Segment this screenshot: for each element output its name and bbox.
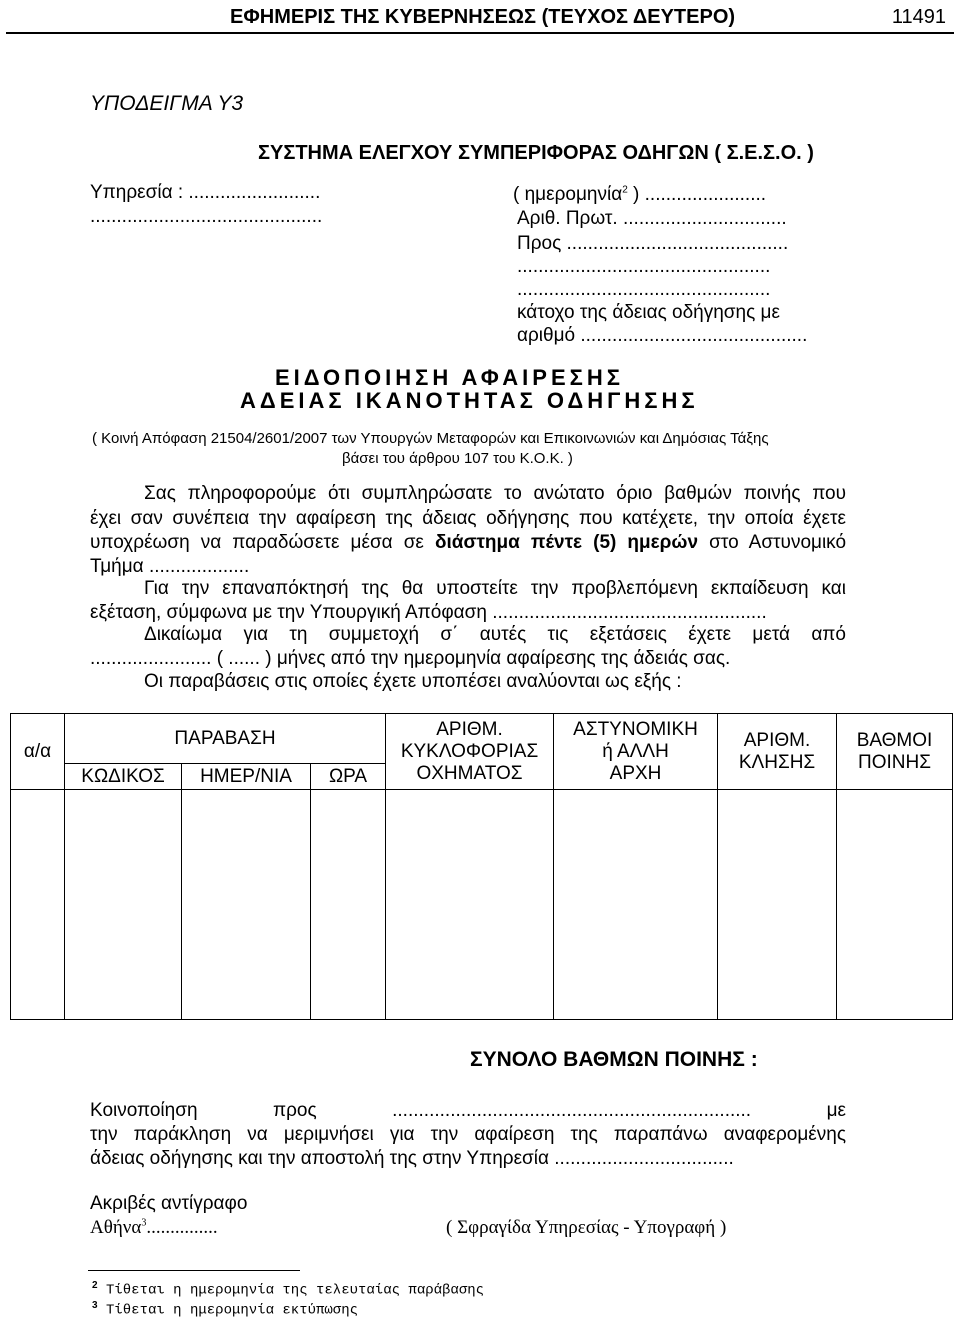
cell-code <box>65 790 182 1020</box>
date-field: ( ημερομηνία$^2$ ) ....................... <box>513 184 767 205</box>
recipient-dots-2: ................................................ <box>517 279 771 300</box>
header-aa: α/α <box>11 714 65 790</box>
table-header-row-1 <box>11 714 953 764</box>
total-points-label: ΣΥΝΟΛΟ ΒΑΘΜΩΝ ΠΟΙΝΗΣ : <box>470 1048 758 1071</box>
cell-authority <box>554 790 718 1020</box>
para-1-line-4: Τμήμα ................... <box>90 556 250 577</box>
license-number-field: αριθμό ........................................... <box>517 325 808 346</box>
notify-line-1: Κοινοποίηση προς .................................................................... με <box>90 1100 846 1121</box>
header-time: ΩΡΑ <box>311 764 386 790</box>
notify-line-3: άδειας οδήγησης και την αποστολή της στην Υπηρεσία .................................. <box>90 1148 734 1169</box>
header-vehicle: ΑΡΙΘΜ. ΚΥΚΛΟΦΟΡΙΑΣ ΟΧΗΜΑΤΟΣ <box>386 714 554 790</box>
notify-line-2: την παράκληση να μεριμνήσει για την αφαίρεση της παραπάνω αναφερομένης <box>90 1124 846 1145</box>
para-3-line-1: Δικαίωμα για τη συμμετοχή σ΄ αυτές τις εξετάσεις έχετε μετά από <box>144 624 846 645</box>
para-1-line-1: Σας πληροφορούμε ότι συμπληρώσατε το ανώτατο όριο βαθμών ποινής που <box>144 483 846 504</box>
license-holder-label: κάτοχο της άδειας οδήγησης με <box>517 302 780 323</box>
service-dots: ............................................ <box>90 206 323 227</box>
model-label: ΥΠΟΔΕΙΓΜΑ Υ3 <box>90 92 244 115</box>
decision-ref-line1: ( Κοινή Απόφαση 21504/2601/2007 των Υπουργών Μεταφορών και Επικοινωνιών και Δημόσιας Τάξης <box>92 430 769 447</box>
notice-title-line1: ΕΙΔΟΠΟΙΗΣΗ ΑΦΑΙΡΕΣΗΣ <box>275 365 624 390</box>
copy-label: Ακριβές αντίγραφο <box>90 1193 248 1214</box>
notice-title-line2: ΑΔΕΙΑΣ ΙΚΑΝΟΤΗΤΑΣ ΟΔΗΓΗΣΗΣ <box>240 388 699 413</box>
header-code: ΚΩΔΙΚΟΣ <box>65 764 182 790</box>
cell-points <box>837 790 953 1020</box>
gazette-title: ΕΦΗΜΕΡΙΣ ΤΗΣ ΚΥΒΕΡΝΗΣΕΩΣ (ΤΕΥΧΟΣ ΔΕΥΤΕΡΟ) <box>230 6 736 28</box>
system-title: ΣΥΣΤΗΜΑ ΕΛΕΓΧΟΥ ΣΥΜΠΕΡΙΦΟΡΑΣ ΟΔΗΓΩΝ ( Σ.Ε.Σ.Ο. ) <box>258 142 814 164</box>
cell-vehicle <box>386 790 554 1020</box>
seal-signature-label: ( Σφραγίδα Υπηρεσίας - Υπογραφή ) <box>446 1217 727 1238</box>
para-1-line-2: έχει σαν συνέπεια την αφαίρεση της άδειας οδήγησης που κατέχετε, την οποία έχετε <box>90 508 846 529</box>
para-4: Οι παραβάσεις στις οποίες έχετε υποπέσει αναλύονται ως εξής : <box>144 671 682 692</box>
header-date: ΗΜΕΡ/ΝΙΑ <box>182 764 311 790</box>
service-label: Υπηρεσία : ......................... <box>90 182 321 203</box>
header-points: ΒΑΘΜΟΙ ΠΟΙΝΗΣ <box>837 714 953 790</box>
recipient-field: Προς .......................................... <box>517 233 789 254</box>
header-divider <box>6 32 954 34</box>
protocol-field: Αριθ. Πρωτ. ............................... <box>517 208 787 229</box>
cell-date <box>182 790 311 1020</box>
violations-table <box>10 713 953 1020</box>
footnote-2: $^2$ Τίθεται η ημερομηνία της τελευταίας παράβασης <box>92 1280 485 1299</box>
decision-ref-line2: βάσει του άρθρου 107 του Κ.Ο.Κ. ) <box>342 450 573 467</box>
athens-date-field: Αθήνα$^3$............... <box>90 1217 218 1238</box>
para-1-line-3: υποχρέωση να παραδώσετε μέσα σε διάστημα πέντε (5) ημερών στο Αστυνομικό <box>90 532 847 553</box>
cell-time <box>311 790 386 1020</box>
recipient-dots-1: ................................................ <box>517 256 771 277</box>
para-3-line-2: ....................... ( ...... ) μήνες από την ημερομηνία αφαίρεσης της άδειάς σας. <box>90 648 731 669</box>
footnote-3: $^3$ Τίθεται η ημερομηνία εκτύπωσης <box>92 1300 359 1319</box>
table-body-row <box>11 790 953 1020</box>
header-violation: ΠΑΡΑΒΑΣΗ <box>65 714 386 764</box>
cell-aa <box>11 790 65 1020</box>
header-ticket: ΑΡΙΘΜ. ΚΛΗΣΗΣ <box>718 714 837 790</box>
para-2-line-1: Για την επαναπόκτησή της θα υποστείτε την προβλεπόμενη εκπαίδευση και <box>144 578 846 599</box>
footnote-divider <box>88 1270 300 1271</box>
page-number: 11491 <box>891 6 946 28</box>
para-2-line-2: εξέταση, σύμφωνα με την Υπουργική Απόφαση .................................................... <box>90 602 767 623</box>
header-authority: ΑΣΤΥΝΟΜΙΚΗ ή ΑΛΛΗ ΑΡΧΗ <box>554 714 718 790</box>
cell-ticket <box>718 790 837 1020</box>
